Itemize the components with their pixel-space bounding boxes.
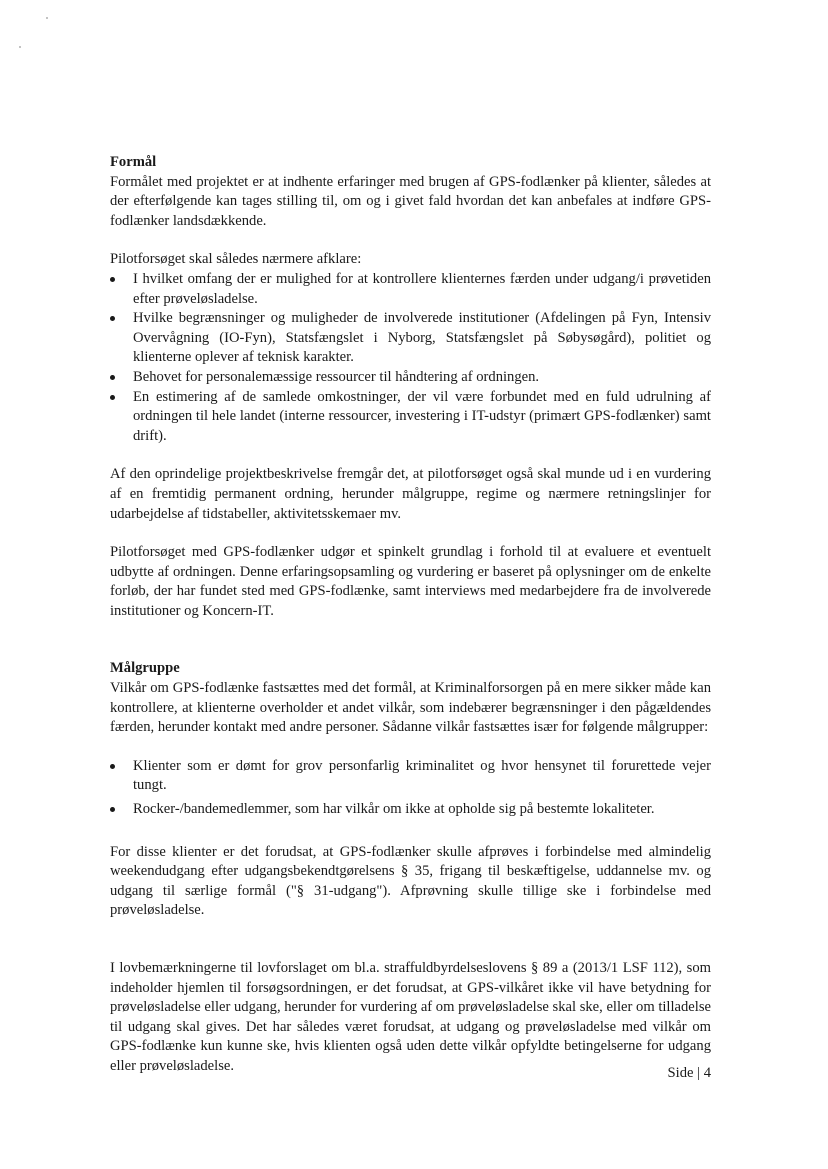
- list-item-text: Rocker-/bandemedlemmer, som har vilkår om ikke at opholde sig på bestemte lokaliteter.: [133, 801, 655, 818]
- maalgruppe-bullet-list: [110, 757, 711, 820]
- page-body: [110, 153, 711, 1077]
- formaal-paragraph-2: Af den oprindelige projektbeskrivelse fremgår det, at pilotforsøget også skal munde ud i en vurdering af en fremtidig permanent ordning, herunder målgruppe, regime og nærmere retningslinjer for udarbejdelse af tidstabeller, aktivitetsskemaer mv.: [110, 466, 711, 522]
- section-maalgruppe: [110, 659, 711, 1076]
- page-number: Side | 4: [667, 1065, 711, 1081]
- list-item-text: Behovet for personalemæssige ressourcer til håndtering af ordningen.: [133, 368, 540, 385]
- bullet-icon: [110, 807, 115, 812]
- list-item: [110, 368, 711, 388]
- bullet-icon: [110, 764, 115, 769]
- list-item: [110, 800, 711, 820]
- list-item: [110, 388, 711, 447]
- section-formaal: [110, 153, 711, 621]
- list-item: [110, 757, 711, 796]
- list-item: [110, 309, 711, 368]
- formaal-paragraph-3: Pilotforsøget med GPS-fodlænker udgør et spinkelt grundlag i forhold til at evaluere et eventuelt udbytte af ordningen. Denne erfaringsopsamling og vurdering er baseret på oplysninger om de enkelte forløb, der har fundet sted med GPS-fodlænke, samt interviews med medarbejdere fra de involverede institutioner og Koncern-IT.: [110, 544, 711, 619]
- section-heading-formaal: Formål: [110, 154, 157, 170]
- list-item: [110, 270, 711, 309]
- list-item-text: I hvilket omfang der er mulighed for at kontrollere klienternes færden under udgang/i prøvetiden efter prøveløsladelse.: [133, 270, 711, 307]
- formaal-intro-paragraph: Formålet med projektet er at indhente erfaringer med brugen af GPS-fodlænker på klienter, således at der efterfølgende kan tages stilling til, om og i givet fald hvordan det kan anbefales at indføre GPS-fodlænker landsdækkende.: [110, 173, 711, 229]
- bullet-icon: [110, 375, 115, 380]
- bullet-icon: [110, 316, 115, 321]
- list-item-text: Hvilke begrænsninger og muligheder de involverede institutioner (Afdelingen på Fyn, Intensiv Overvågning (IO-Fyn), Statsfængslet i Nyborg, Statsfængslet på Søbysøgård), politiet og klienterne oplever af teknisk karakter.: [133, 310, 711, 366]
- scan-speck: [19, 46, 21, 48]
- section-heading-maalgruppe: Målgruppe: [110, 660, 180, 677]
- maalgruppe-paragraph-3: I lovbemærkningerne til lovforslaget om bl.a. straffuldbyrdelseslovens § 89 a (2013/1 LSF 112), som indeholder hjemlen til forsøgsordningen, er det forudsat, at GPS-vilkåret ikke vil have betydning for prøveløsladelse eller udgang, herunder for vurdering af om prøveløsladelse skal ske, eller om tilladelse til udgang skal gives. Det har således været forudsat, at udgang og prøveløsladelse med vilkår om GPS-fodlænke kun kunne ske, hvis klienten også uden dette vilkår opfyldte betingelserne for udgang eller prøveløsladelse.: [110, 960, 711, 1074]
- list-item-text: En estimering af de samlede omkostninger, der vil være forbundet med en fuld udrulning af ordningen til hele landet (interne ressourcer, investering i IT-udstyr (primært GPS-fodlænker) samt drift).: [133, 388, 711, 444]
- scan-speck: [46, 17, 48, 19]
- formaal-lead-text: Pilotforsøget skal således nærmere afklare:: [110, 251, 362, 268]
- formaal-bullet-list: [110, 270, 711, 446]
- bullet-icon: [110, 277, 115, 282]
- maalgruppe-intro-paragraph: Vilkår om GPS-fodlænke fastsættes med det formål, at Kriminalforsorgen på en mere sikker måde kan kontrollere, at klienterne overholder et andet vilkår, som indebærer begrænsninger i den pågældendes færden, herunder kontakt med andre personer. Sådanne vilkår fastsættes især for følgende målgrupper:: [110, 680, 711, 736]
- list-item-text: Klienter som er dømt for grov personfarlig kriminalitet og hvor hensynet til forurettede vejer tungt.: [133, 757, 711, 794]
- bullet-icon: [110, 395, 115, 400]
- maalgruppe-paragraph-2: For disse klienter er det forudsat, at GPS-fodlænker skulle afprøves i forbindelse med almindelig weekendudgang efter udgangsbekendtgørelsens § 35, frigang til beskæftigelse, uddannelse mv. og udgang til særlige formål ("§ 31-udgang"). Afprøvning skulle tillige ske i forbindelse med prøveløsladelse.: [110, 843, 711, 919]
